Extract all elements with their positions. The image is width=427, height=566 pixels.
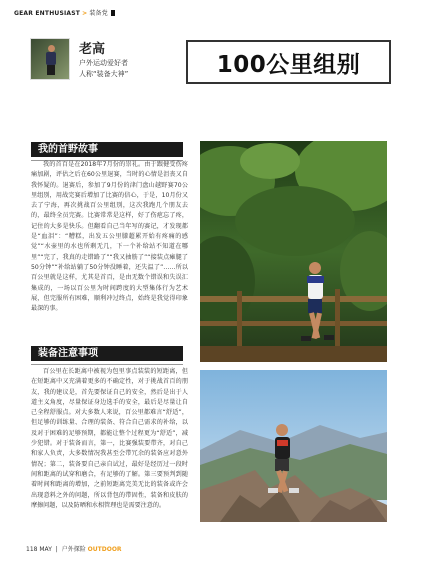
footer-month: MAY [39, 546, 52, 553]
story-paragraph: 我的首百是在2018年7月份的崇礼。由于跟健受伤疼痛加剧，评估之后在60公里退赛，当时的心情是沮丧又自我怀疑的。退赛后，参加了9月份的津门盘山越野赛70公里组别，用战完赛后增加了比赛的信心，于是，10月份又去了宁海，再次挑战百公里组别，这次我跑几个朋友去的，最终全员完赛。比赛常常是这样，好了伤疤忘了疼，记住的大多是快乐。但翻看自己当年写的赛记，才发现都是“血泪”：“糟糕，出发五公里膝超累开始有疼痛的感觉”“水壶里的水也所剩无几，下一个补给站不知道在哪里”“完了，我真的走错路了”“我又抽筋了”“接装点瘫腿了50分钟”“补给站躺了50分钟没睡着，还失温了”……所以百公里就是这样，尤其是首百，是由无数个错误和失误汇集成的，一场以百公里为时间跨度的大型集体行为艺术展，但完服所有困难，顺利冲过终点，始终是我觉得印象最深的事。 [31, 161, 188, 313]
section-heading-gear: 装备注意事项 [31, 346, 183, 361]
page-number: 118 [26, 546, 38, 553]
header-tag-mark [111, 10, 115, 16]
header-separator: > [82, 10, 88, 17]
footer-separator: | [55, 546, 58, 553]
footer-magazine: 户外探险 [61, 546, 86, 553]
footer-brand: OUTDOOR [87, 546, 122, 553]
main-title-box [186, 40, 391, 84]
header-magazine: GEAR ENTHUSIAST [14, 10, 81, 17]
page-footer [26, 544, 122, 553]
author-name: 老高 [79, 42, 106, 57]
photo-runner-mountain [200, 370, 387, 522]
author-description-2: 人称“装备大神” [79, 70, 129, 78]
gear-paragraph: 百公里在长距离中被视为包里事点装装的短距离，但在短距离中又充满着更多的不确定性，对于挑战首百的朋友，我的建议是，首先要保证自己的安全，然后是出于人道主义角度，尽量保证身边选手的安全，最后是尽量让自己全程舒服点。对大多数人来说，百公里都难言“舒适”，但足够的训练量、合理的装备、符合自己需求的补给，以及对于困难的足够预期，都能让整个过程更为“舒适”，减少犯错。对于装备而言，第一，比赛强装要带齐，对自己和家人负责，大多数情况我甚至会带冗余的装备应对意外情况；第二，装备要自己亲自试过，最好是经历过一段时间和距离的试穿和磨合，有足够的了解。第三要预判到随着时间和距离的增加，之前短距离完美无比的装备或许会出现意料之外的问题，所以背包的带固性，装备和皮肤的摩擦问题，以及防晒和水相管理也是需要注意的。 [31, 368, 188, 509]
runner-figure [45, 45, 57, 75]
photo-runner-forest [200, 141, 387, 362]
main-title: 100公里组别 [216, 51, 361, 78]
running-header [14, 8, 115, 17]
author-avatar [30, 38, 70, 80]
author-description-1: 户外运动爱好者 [79, 59, 128, 67]
header-category: 装备党 [89, 10, 108, 17]
section-heading-story: 我的首野故事 [31, 142, 183, 157]
